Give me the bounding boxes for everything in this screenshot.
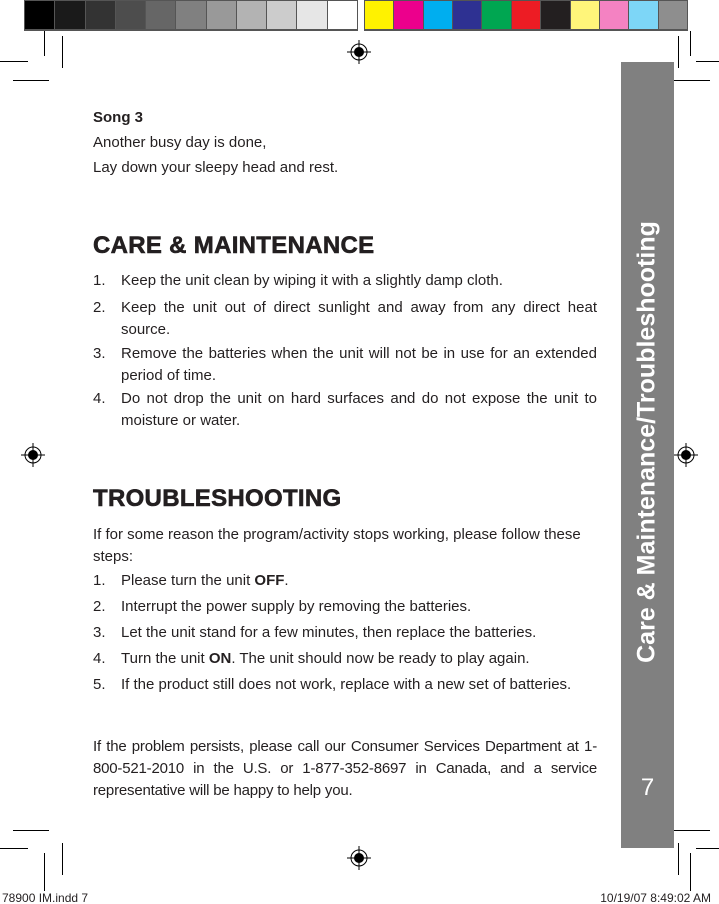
color-swatch (659, 1, 687, 29)
slug-filename: 78900 IM.indd 7 (2, 891, 89, 904)
section-tab-title: Care & Maintenance/Troubleshooting (632, 221, 661, 663)
troubleshooting-heading: TROUBLESHOOTING (93, 485, 342, 512)
color-swatch (176, 1, 205, 29)
section-tab (621, 62, 674, 848)
song-title: Song 3 (93, 109, 144, 126)
crop-mark (0, 61, 28, 62)
crop-mark (690, 853, 691, 891)
item-text: Keep the unit clean by wiping it with a slightly damp cloth. (121, 272, 503, 289)
color-swatch (365, 1, 393, 29)
item-text: If the product still does not work, replace with a new set of batteries. (121, 676, 572, 693)
care-item (93, 270, 597, 292)
color-swatch (541, 1, 569, 29)
color-swatch (600, 1, 628, 29)
item-bold-text: OFF (254, 572, 285, 589)
color-swatch (25, 1, 54, 29)
crop-mark (44, 853, 45, 891)
care-item (93, 388, 597, 432)
item-bold-text: ON (208, 650, 232, 667)
item-number: 1. (93, 572, 106, 589)
item-text: Let the unit stand for a few minutes, then replace the batteries. (121, 624, 537, 641)
color-swatch (237, 1, 266, 29)
registration-mark-icon (347, 40, 371, 64)
crop-mark (678, 36, 679, 68)
crop-mark (690, 31, 691, 56)
page-number: 7 (640, 774, 655, 801)
item-number: 4. (93, 390, 106, 407)
item-text: Interrupt the power supply by removing the batteries. (121, 598, 472, 615)
crop-mark (696, 848, 719, 849)
process-color-bar (364, 0, 688, 31)
item-number: 3. (93, 624, 106, 641)
troubleshooting-item (93, 596, 597, 618)
crop-mark (678, 843, 679, 875)
crop-mark (13, 80, 49, 81)
slug-datetime: 10/19/07 8:49:02 AM (600, 891, 711, 904)
contact-paragraph: If the problem persists, please call our Consumer Services Department at 1-800-521-2010 in the U.S. or 1-877-352-8697 in Canada, and a service representative will be happy to help you. (93, 738, 597, 799)
color-swatch (86, 1, 115, 29)
troubleshooting-item (93, 622, 597, 644)
gray-color-bar (24, 0, 358, 31)
song-line: Another busy day is done, (93, 134, 267, 151)
color-swatch (424, 1, 452, 29)
color-swatch (328, 1, 357, 29)
color-swatch (116, 1, 145, 29)
item-text: Do not drop the unit on hard surfaces and do not expose the unit to moisture or water. (121, 390, 597, 429)
item-text: Remove the batteries when the unit will not be in use for an extended period of time. (121, 345, 597, 384)
color-swatch (571, 1, 599, 29)
item-text: Turn the unit (121, 650, 209, 667)
song-line: Lay down your sleepy head and rest. (93, 159, 339, 176)
item-number: 4. (93, 650, 106, 667)
color-swatch (394, 1, 422, 29)
crop-mark (696, 61, 719, 62)
registration-mark-icon (347, 846, 371, 870)
registration-mark-icon (674, 443, 698, 467)
item-number: 2. (93, 299, 106, 316)
color-swatch (55, 1, 84, 29)
crop-mark (674, 830, 710, 831)
item-text: . (284, 572, 289, 589)
care-item (93, 297, 597, 341)
crop-mark (62, 843, 63, 875)
item-text: . The unit should now be ready to play again. (231, 650, 530, 667)
registration-mark-icon (21, 443, 45, 467)
item-text: Please turn the unit (121, 572, 255, 589)
crop-mark (13, 830, 49, 831)
color-swatch (629, 1, 657, 29)
item-number: 1. (93, 272, 106, 289)
crop-mark (62, 36, 63, 68)
troubleshooting-item (93, 648, 597, 670)
crop-mark (674, 80, 710, 81)
item-number: 5. (93, 676, 106, 693)
item-number: 2. (93, 598, 106, 615)
color-swatch (512, 1, 540, 29)
item-text: Keep the unit out of direct sunlight and away from any direct heat source. (121, 299, 597, 338)
color-swatch (297, 1, 326, 29)
color-swatch (482, 1, 510, 29)
color-swatch (146, 1, 175, 29)
color-swatch (453, 1, 481, 29)
care-heading: CARE & MAINTENANCE (93, 232, 375, 259)
care-item (93, 343, 597, 387)
crop-mark (44, 31, 45, 56)
crop-mark (0, 848, 28, 849)
troubleshooting-intro: If for some reason the program/activity stops working, please follow these steps: (93, 526, 581, 565)
color-swatch (207, 1, 236, 29)
item-number: 3. (93, 345, 106, 362)
troubleshooting-item (93, 570, 597, 592)
color-swatch (267, 1, 296, 29)
troubleshooting-item (93, 674, 597, 696)
